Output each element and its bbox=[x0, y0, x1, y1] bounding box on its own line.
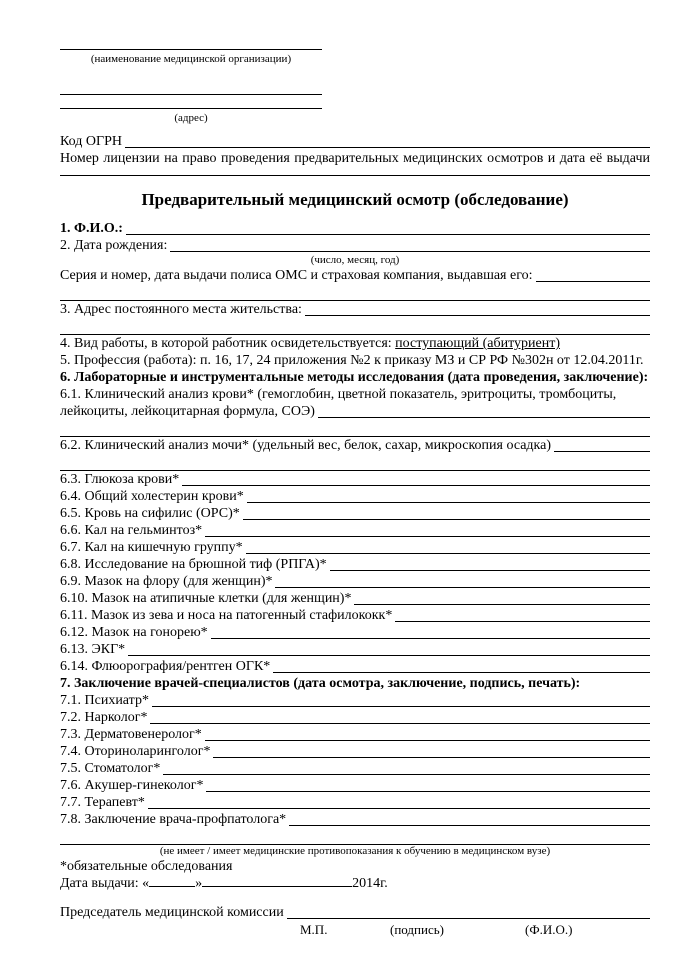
specialist-item-blank-field bbox=[289, 811, 650, 826]
lab-item-row bbox=[60, 624, 650, 641]
work-type-row bbox=[60, 335, 650, 352]
issue-date-month-blank-field bbox=[202, 885, 352, 887]
specialist-item-row bbox=[60, 794, 650, 811]
specialist-item-blank-field bbox=[150, 709, 650, 724]
lab-item-row bbox=[60, 539, 650, 556]
lab-item-label: 6.5. Кровь на сифилис (ОРС)* bbox=[60, 506, 240, 521]
form-title: Предварительный медицинский осмотр (обследование) bbox=[141, 190, 569, 209]
residence-address-label: 3. Адрес постоянного места жительства: bbox=[60, 302, 302, 317]
residence-address-extra-blank-line bbox=[60, 318, 650, 335]
specialist-item-label: 7.7. Терапевт* bbox=[60, 795, 145, 810]
lab-item-blank-field bbox=[273, 658, 650, 673]
mandatory-note: *обязательные обследования bbox=[60, 859, 233, 874]
lab-item-row bbox=[60, 607, 650, 624]
profession-row: 5. Профессия (работа): п. 16, 17, 24 приложения №2 к приказу МЗ и СР РФ №302н от 12.04.2011г. bbox=[60, 353, 644, 368]
lab-item-label: 6.2. Клинический анализ мочи* (удельный вес, белок, сахар, микроскопия осадка) bbox=[60, 438, 552, 453]
lab-item-label: 6.3. Глюкоза крови* bbox=[60, 472, 180, 487]
lab-item-row bbox=[60, 505, 650, 522]
birth-date-blank-field bbox=[170, 237, 650, 252]
lab-item-blank-field bbox=[275, 573, 650, 588]
stamp-caption: М.П. bbox=[300, 922, 328, 937]
lab-item-blank-field bbox=[128, 641, 650, 656]
specialist-item-blank-field bbox=[148, 794, 650, 809]
birth-date-label: 2. Дата рождения: bbox=[60, 238, 168, 253]
issue-date-label: Дата выдачи: « bbox=[60, 876, 150, 891]
specialist-items-list bbox=[60, 692, 650, 845]
lab-item-row bbox=[60, 437, 650, 454]
specialist-item-blank-field bbox=[152, 692, 650, 707]
lab-item-blank-field bbox=[243, 505, 650, 520]
specialist-item-row bbox=[60, 726, 650, 743]
lab-item-blank-field bbox=[246, 539, 650, 554]
signature-captions-row bbox=[60, 921, 650, 939]
lab-item-row bbox=[60, 573, 650, 590]
lab-item-blank-field bbox=[395, 607, 650, 622]
lab-section-heading: 6. Лабораторные и инструментальные методы исследования (дата проведения, заключение): bbox=[60, 370, 649, 385]
license-blank-field bbox=[60, 167, 650, 176]
lab-item-row bbox=[60, 658, 650, 675]
chairman-blank-field bbox=[287, 904, 650, 919]
specialist-item-label: 7.8. Заключение врача-профпатолога* bbox=[60, 812, 287, 827]
conclusion-caption: (не имеет / имеет медицинские противопоказания к обучению в медицинском вузе) bbox=[159, 845, 551, 857]
fio-caption: (Ф.И.О.) bbox=[525, 922, 573, 937]
org-name-blank-field bbox=[60, 49, 322, 50]
specialist-item-row bbox=[60, 777, 650, 794]
address-blank-field-1 bbox=[60, 94, 322, 95]
ogrn-blank-field bbox=[125, 133, 650, 148]
chairman-row bbox=[60, 904, 650, 921]
specialist-item-label: 7.5. Стоматолог* bbox=[60, 761, 161, 776]
lab-item-blank-field bbox=[318, 403, 650, 418]
address-caption: (адрес) bbox=[174, 112, 208, 124]
lab-item-row bbox=[60, 590, 650, 607]
lab-item-blank-field bbox=[554, 437, 650, 452]
oms-blank-field bbox=[536, 267, 651, 282]
address-blank-field-2 bbox=[60, 108, 322, 109]
lab-item-blank-field bbox=[205, 522, 650, 537]
birth-date-caption: (число, месяц, год) bbox=[310, 254, 400, 266]
specialist-item-row bbox=[60, 811, 650, 828]
specialist-item-row bbox=[60, 709, 650, 726]
lab-item-label: 6.9. Мазок на флору (для женщин)* bbox=[60, 574, 273, 589]
signature-caption: (подпись) bbox=[390, 922, 444, 937]
specialist-item-blank-field bbox=[213, 743, 650, 758]
oms-row bbox=[60, 267, 650, 284]
specialist-item-blank-field bbox=[205, 726, 650, 741]
specialist-item-label: 7.2. Нарколог* bbox=[60, 710, 148, 725]
specialist-item-row bbox=[60, 760, 650, 777]
lab-item-blank-field bbox=[211, 624, 650, 639]
issue-date-day-blank-field bbox=[149, 885, 195, 887]
lab-item-blank-field bbox=[247, 488, 650, 503]
lab-item-label: 6.6. Кал на гельминтоз* bbox=[60, 523, 203, 538]
specialists-section-heading: 7. Заключение врачей-специалистов (дата осмотра, заключение, подпись, печать): bbox=[60, 676, 581, 691]
birth-date-row bbox=[60, 237, 650, 254]
lab-item-label: 6.7. Кал на кишечную группу* bbox=[60, 540, 243, 555]
fio-label: 1. Ф.И.О.: bbox=[60, 221, 123, 236]
lab-item-extra-blank-line bbox=[60, 420, 650, 437]
fio-blank-field bbox=[126, 220, 650, 235]
lab-item-label: 6.4. Общий холестерин крови* bbox=[60, 489, 244, 504]
lab-item-row bbox=[60, 403, 650, 420]
fio-row bbox=[60, 220, 650, 237]
lab-items-list bbox=[60, 386, 650, 675]
work-type-value: поступающий (абитуриент) bbox=[395, 336, 560, 351]
lab-item-label: 6.10. Мазок на атипичные клетки (для женщин)* bbox=[60, 591, 352, 606]
license-label: Номер лицензии на право проведения предварительных медицинских осмотров и дата её выдачи bbox=[60, 151, 650, 166]
lab-item-blank-field bbox=[354, 590, 650, 605]
lab-item-text-line: 6.1. Клинический анализ крови* (гемоглобин, цветной показатель, эритроциты, тромбоциты, bbox=[60, 387, 617, 402]
lab-item-label: 6.11. Мазок из зева и носа на патогенный стафилококк* bbox=[60, 608, 393, 623]
lab-item-row bbox=[60, 641, 650, 658]
issue-date-year: 2014г. bbox=[352, 876, 388, 891]
issue-date-close-quote: » bbox=[195, 876, 203, 891]
residence-address-blank-field bbox=[305, 301, 650, 316]
lab-item-extra-blank-line bbox=[60, 454, 650, 471]
lab-item-blank-field bbox=[182, 471, 650, 486]
specialist-item-row bbox=[60, 743, 650, 760]
specialist-item-label: 7.6. Акушер-гинеколог* bbox=[60, 778, 204, 793]
ogrn-label: Код ОГРН bbox=[60, 134, 122, 149]
lab-item-row bbox=[60, 556, 650, 573]
specialist-item-label: 7.1. Психиатр* bbox=[60, 693, 149, 708]
specialist-item-label: 7.3. Дерматовенеролог* bbox=[60, 727, 202, 742]
issue-date-row bbox=[60, 875, 650, 892]
specialist-item-row bbox=[60, 692, 650, 709]
lab-item-row bbox=[60, 522, 650, 539]
residence-address-row bbox=[60, 301, 650, 318]
lab-item-label: 6.13. ЭКГ* bbox=[60, 642, 126, 657]
lab-item-label: 6.12. Мазок на гонорею* bbox=[60, 625, 208, 640]
lab-item-row bbox=[60, 488, 650, 505]
lab-item-label: 6.8. Исследование на брюшной тиф (РПГА)* bbox=[60, 557, 327, 572]
lab-item-label: лейкоциты, лейкоцитарная формула, СОЭ) bbox=[60, 404, 315, 419]
oms-extra-blank-line bbox=[60, 284, 650, 301]
specialist-item-blank-field bbox=[206, 777, 650, 792]
lab-item-label: 6.14. Флюорография/рентген ОГК* bbox=[60, 659, 271, 674]
lab-item-blank-field bbox=[330, 556, 650, 571]
specialist-item-extra-blank-line bbox=[60, 828, 650, 845]
chairman-label: Председатель медицинской комиссии bbox=[60, 905, 284, 920]
oms-label: Серия и номер, дата выдачи полиса ОМС и страховая компания, выдавшая его: bbox=[60, 268, 533, 283]
work-type-label: 4. Вид работы, в которой работник освидетельствуется: bbox=[60, 336, 392, 351]
ogrn-row bbox=[60, 133, 650, 150]
specialist-item-label: 7.4. Оториноларинголог* bbox=[60, 744, 211, 759]
lab-item-row bbox=[60, 471, 650, 488]
specialist-item-blank-field bbox=[163, 760, 650, 775]
org-name-caption: (наименование медицинской организации) bbox=[90, 53, 292, 65]
